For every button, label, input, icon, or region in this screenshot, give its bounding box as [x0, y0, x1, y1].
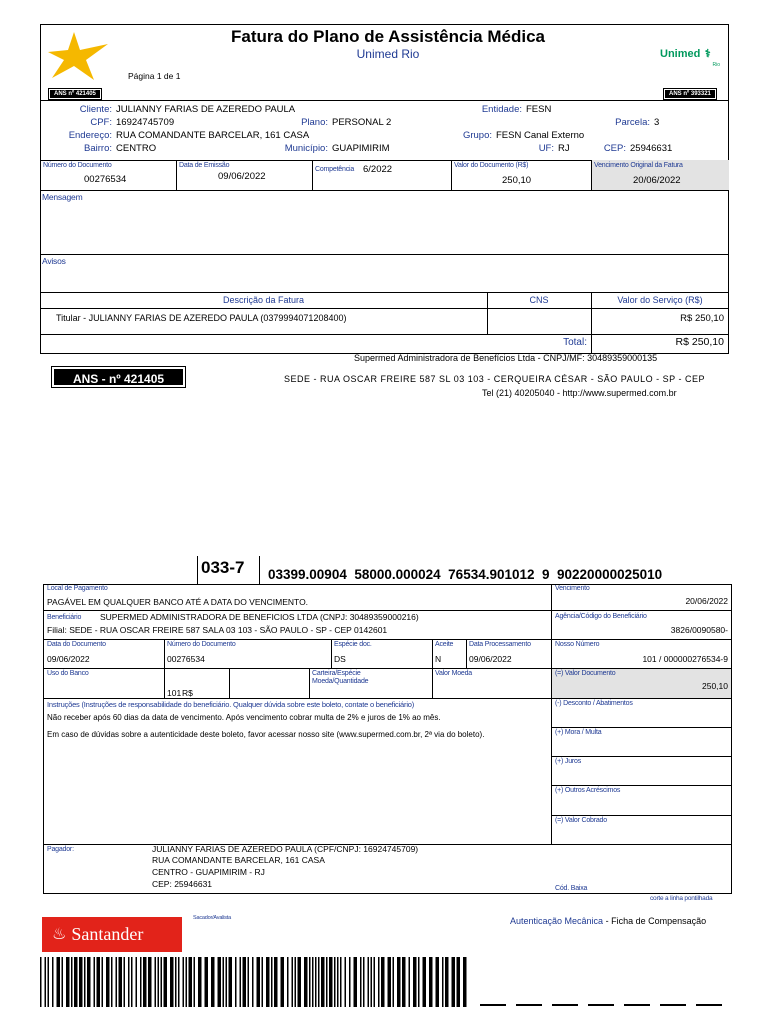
ficha-label: - Ficha de Compensação — [605, 916, 707, 926]
divider — [40, 254, 729, 255]
beneficiario-label: Beneficiário — [47, 614, 82, 621]
autenticacao-label: Autenticação Mecânica — [510, 916, 604, 926]
divider — [43, 639, 732, 640]
cod-baixa-label: Cód. Baixa — [555, 885, 588, 892]
cep-label: CEP: — [603, 143, 626, 154]
divider — [451, 160, 452, 190]
municipio-value: GUAPIMIRIM — [332, 143, 390, 154]
nosso-numero-label: Nosso Número — [555, 641, 600, 648]
grupo-label: Grupo: — [462, 130, 492, 141]
mensagem-label: Mensagem — [42, 192, 83, 202]
sacador-label: Sacador/Avalista — [193, 915, 231, 921]
cliente-label: Cliente: — [79, 104, 112, 115]
agencia-value: 3826/0090580- — [670, 625, 728, 635]
competencia-label: Competência — [315, 166, 355, 173]
invoice-title: Fatura do Plano de Assistência Médica — [231, 27, 545, 46]
barcode — [40, 957, 730, 1007]
ans-badge-left: ANS nº 421405 — [49, 89, 101, 99]
boleto-vencimento-value: 20/06/2022 — [685, 596, 728, 606]
divider — [229, 668, 230, 698]
divider — [551, 815, 732, 816]
cpf-value: 16924745709 — [116, 117, 175, 128]
num-doc-label: Número do Documento — [43, 162, 112, 169]
boleto-valor-doc-label: (=) Valor Documento — [555, 670, 616, 677]
company-line1: Supermed Administradora de Benefícios Ltda - CNPJ/MF: 30489359000135 — [354, 353, 658, 363]
divider — [40, 308, 729, 309]
divider — [197, 556, 198, 584]
especie-doc-label: Espécie doc. — [334, 641, 372, 648]
divider — [309, 668, 310, 698]
invoice-subtitle: Unimed Rio — [356, 47, 420, 61]
divider — [551, 584, 552, 844]
aceite-value: N — [435, 654, 442, 664]
divider — [551, 756, 732, 757]
divider — [176, 160, 177, 190]
ans-badge-right: ANS nº 393321 — [664, 89, 716, 99]
parcela-value: 3 — [654, 117, 660, 128]
aceite-label: Aceite — [435, 641, 454, 648]
endereco-label: Endereço: — [68, 130, 112, 141]
corte-label: corte a linha pontilhada — [650, 895, 713, 902]
pagador-label: Pagador: — [47, 846, 74, 853]
especie-doc-value: DS — [334, 654, 346, 664]
parcela-label: Parcela: — [615, 117, 650, 128]
table-header-valor: Valor do Serviço (R$) — [617, 295, 703, 305]
cep-value: 25946631 — [630, 143, 673, 154]
especie-value: R$ — [182, 688, 193, 698]
santander-flame-icon: ♨ — [52, 925, 67, 943]
divider — [259, 556, 260, 584]
unimed-sub: Rio — [712, 62, 720, 68]
bairro-label: Bairro: — [84, 143, 112, 154]
uso-banco-label: Uso do Banco — [47, 670, 89, 677]
valor-doc-value: 250,10 — [502, 175, 532, 186]
grupo-value: FESN Canal Externo — [496, 130, 585, 141]
data-proc-label: Data Processamento — [469, 641, 531, 648]
valor-cobrado-label: (=) Valor Cobrado — [555, 817, 607, 824]
santander-logo — [42, 917, 182, 952]
endereco-value: RUA COMANDANTE BARCELAR, 161 CASA — [116, 130, 310, 141]
data-doc-label: Data do Documento — [47, 641, 106, 648]
santander-name: Santander — [71, 924, 144, 944]
total-label: Total: — [563, 337, 587, 348]
pagador-line4: CEP: 25946631 — [152, 879, 213, 889]
page-number: Página 1 de 1 — [128, 71, 181, 81]
divider — [591, 160, 592, 190]
data-emissao-value: 09/06/2022 — [218, 171, 266, 182]
beneficiario-value: SUPERMED ADMINISTRADORA DE BENEFICIOS LTDA (CNPJ: 30489359000216) — [100, 612, 419, 622]
divider — [466, 639, 467, 668]
vencimento-label: Vencimento Original da Fatura — [594, 162, 683, 169]
boleto-vencimento-label: Vencimento — [555, 585, 590, 592]
entidade-label: Entidade: — [481, 104, 522, 115]
instrucao-1: Não receber após 60 dias da data de vencimento. Após vencimento cobrar multa de 2% e juros de 1% ao mês. — [47, 713, 441, 722]
plano-label: Plano: — [301, 117, 328, 128]
divider — [312, 160, 313, 190]
filial-value: Filial: SEDE - RUA OSCAR FREIRE 587 SALA 03 103 - SÃO PAULO - SP - CEP 0142601 — [47, 625, 388, 635]
divider — [551, 785, 732, 786]
bairro-value: CENTRO — [116, 143, 157, 154]
local-pagamento-label: Local de Pagamento — [47, 585, 108, 592]
divider — [43, 610, 732, 611]
outros-label: (+) Outros Acréscimos — [555, 787, 621, 794]
num-doc-value: 00276534 — [84, 174, 127, 185]
company-line2: SEDE - RUA OSCAR FREIRE 587 SL 03 103 - CERQUEIRA CÉSAR - SÃO PAULO - SP - CEP — [284, 374, 705, 384]
data-emissao-label: Data de Emissão — [179, 162, 230, 169]
municipio-label: Município: — [284, 143, 328, 154]
table-header-cns: CNS — [529, 295, 549, 305]
valor-doc-label: Valor do Documento (R$) — [454, 162, 529, 169]
agencia-label: Agência/Código do Beneficiário — [555, 613, 647, 620]
boleto-num-doc-label: Número do Documento — [167, 641, 236, 648]
pagador-line3: CENTRO - GUAPIMIRIM - RJ — [152, 867, 265, 877]
unimed-logo — [660, 44, 724, 68]
table-row-valor: R$ 250,10 — [680, 313, 724, 324]
moeda-quantidade-label: Moeda/Quantidade — [312, 678, 369, 685]
instrucoes-label: Instruções (Instruções de responsabilidade do beneficiário. Qualquer dúvida sobre este boleto, contate o beneficiário) — [47, 700, 415, 709]
total-value: R$ 250,10 — [675, 336, 724, 348]
vencimento-value: 20/06/2022 — [633, 175, 681, 186]
boleto-num-doc-value: 00276534 — [167, 654, 205, 664]
competencia-value: 6/2022 — [363, 164, 393, 175]
company-line3: Tel (21) 40205040 - http://www.supermed.com.br — [482, 388, 677, 398]
bank-code: 033-7 — [201, 558, 245, 577]
divider — [40, 190, 729, 191]
digitable-line: 03399.00904 58000.000024 76534.901012 9 90220000025010 — [268, 567, 663, 582]
unimed-brand: Unimed — [660, 48, 701, 60]
local-pagamento-value: PAGÁVEL EM QUALQUER BANCO ATÉ A DATA DO VENCIMENTO. — [47, 597, 309, 607]
nosso-numero-value: 101 / 000000276534-9 — [642, 654, 728, 664]
instrucao-2: Em caso de dúvidas sobre a autenticidade deste boleto, favor acessar nosso site (www.supermed.com.br, 2ª via do boleto). — [47, 730, 485, 739]
plano-value: PERSONAL 2 — [332, 117, 392, 128]
data-proc-value: 09/06/2022 — [469, 654, 512, 664]
data-doc-value: 09/06/2022 — [47, 654, 90, 664]
divider — [40, 292, 729, 293]
table-row-desc: Titular - JULIANNY FARIAS DE AZEREDO PAULA (0379994071208400) — [56, 313, 347, 323]
divider — [40, 334, 729, 335]
carteira-value: 101 — [167, 688, 182, 698]
divider — [43, 698, 732, 699]
autenticacao-line — [510, 916, 706, 926]
cliente-value: JULIANNY FARIAS DE AZEREDO PAULA — [116, 104, 296, 115]
divider — [40, 100, 729, 101]
valor-moeda-label: Valor Moeda — [435, 670, 472, 677]
divider — [551, 727, 732, 728]
mora-label: (+) Mora / Multa — [555, 729, 602, 736]
pagador-line2: RUA COMANDANTE BARCELAR, 161 CASA — [152, 855, 325, 865]
table-header-desc: Descrição da Fatura — [222, 295, 305, 305]
carteira-especie-label: Carteira/Espécie — [312, 670, 361, 677]
cpf-label: CPF: — [90, 117, 112, 128]
juros-label: (+) Juros — [555, 758, 582, 765]
entidade-value: FESN — [526, 104, 552, 115]
avisos-label: Avisos — [42, 256, 66, 266]
boleto-valor-doc-value: 250,10 — [702, 681, 728, 691]
desconto-label: (-) Desconto / Abatimentos — [555, 700, 633, 707]
ans-badge-large: ANS - nº 421405 — [52, 367, 185, 387]
uf-value: RJ — [558, 143, 570, 154]
divider — [331, 639, 332, 668]
unimed-cross-icon: ⚕ — [704, 48, 711, 60]
pagador-line1: JULIANNY FARIAS DE AZEREDO PAULA (CPF/CNPJ: 16924745709) — [152, 844, 419, 854]
uf-label: UF: — [538, 143, 554, 154]
